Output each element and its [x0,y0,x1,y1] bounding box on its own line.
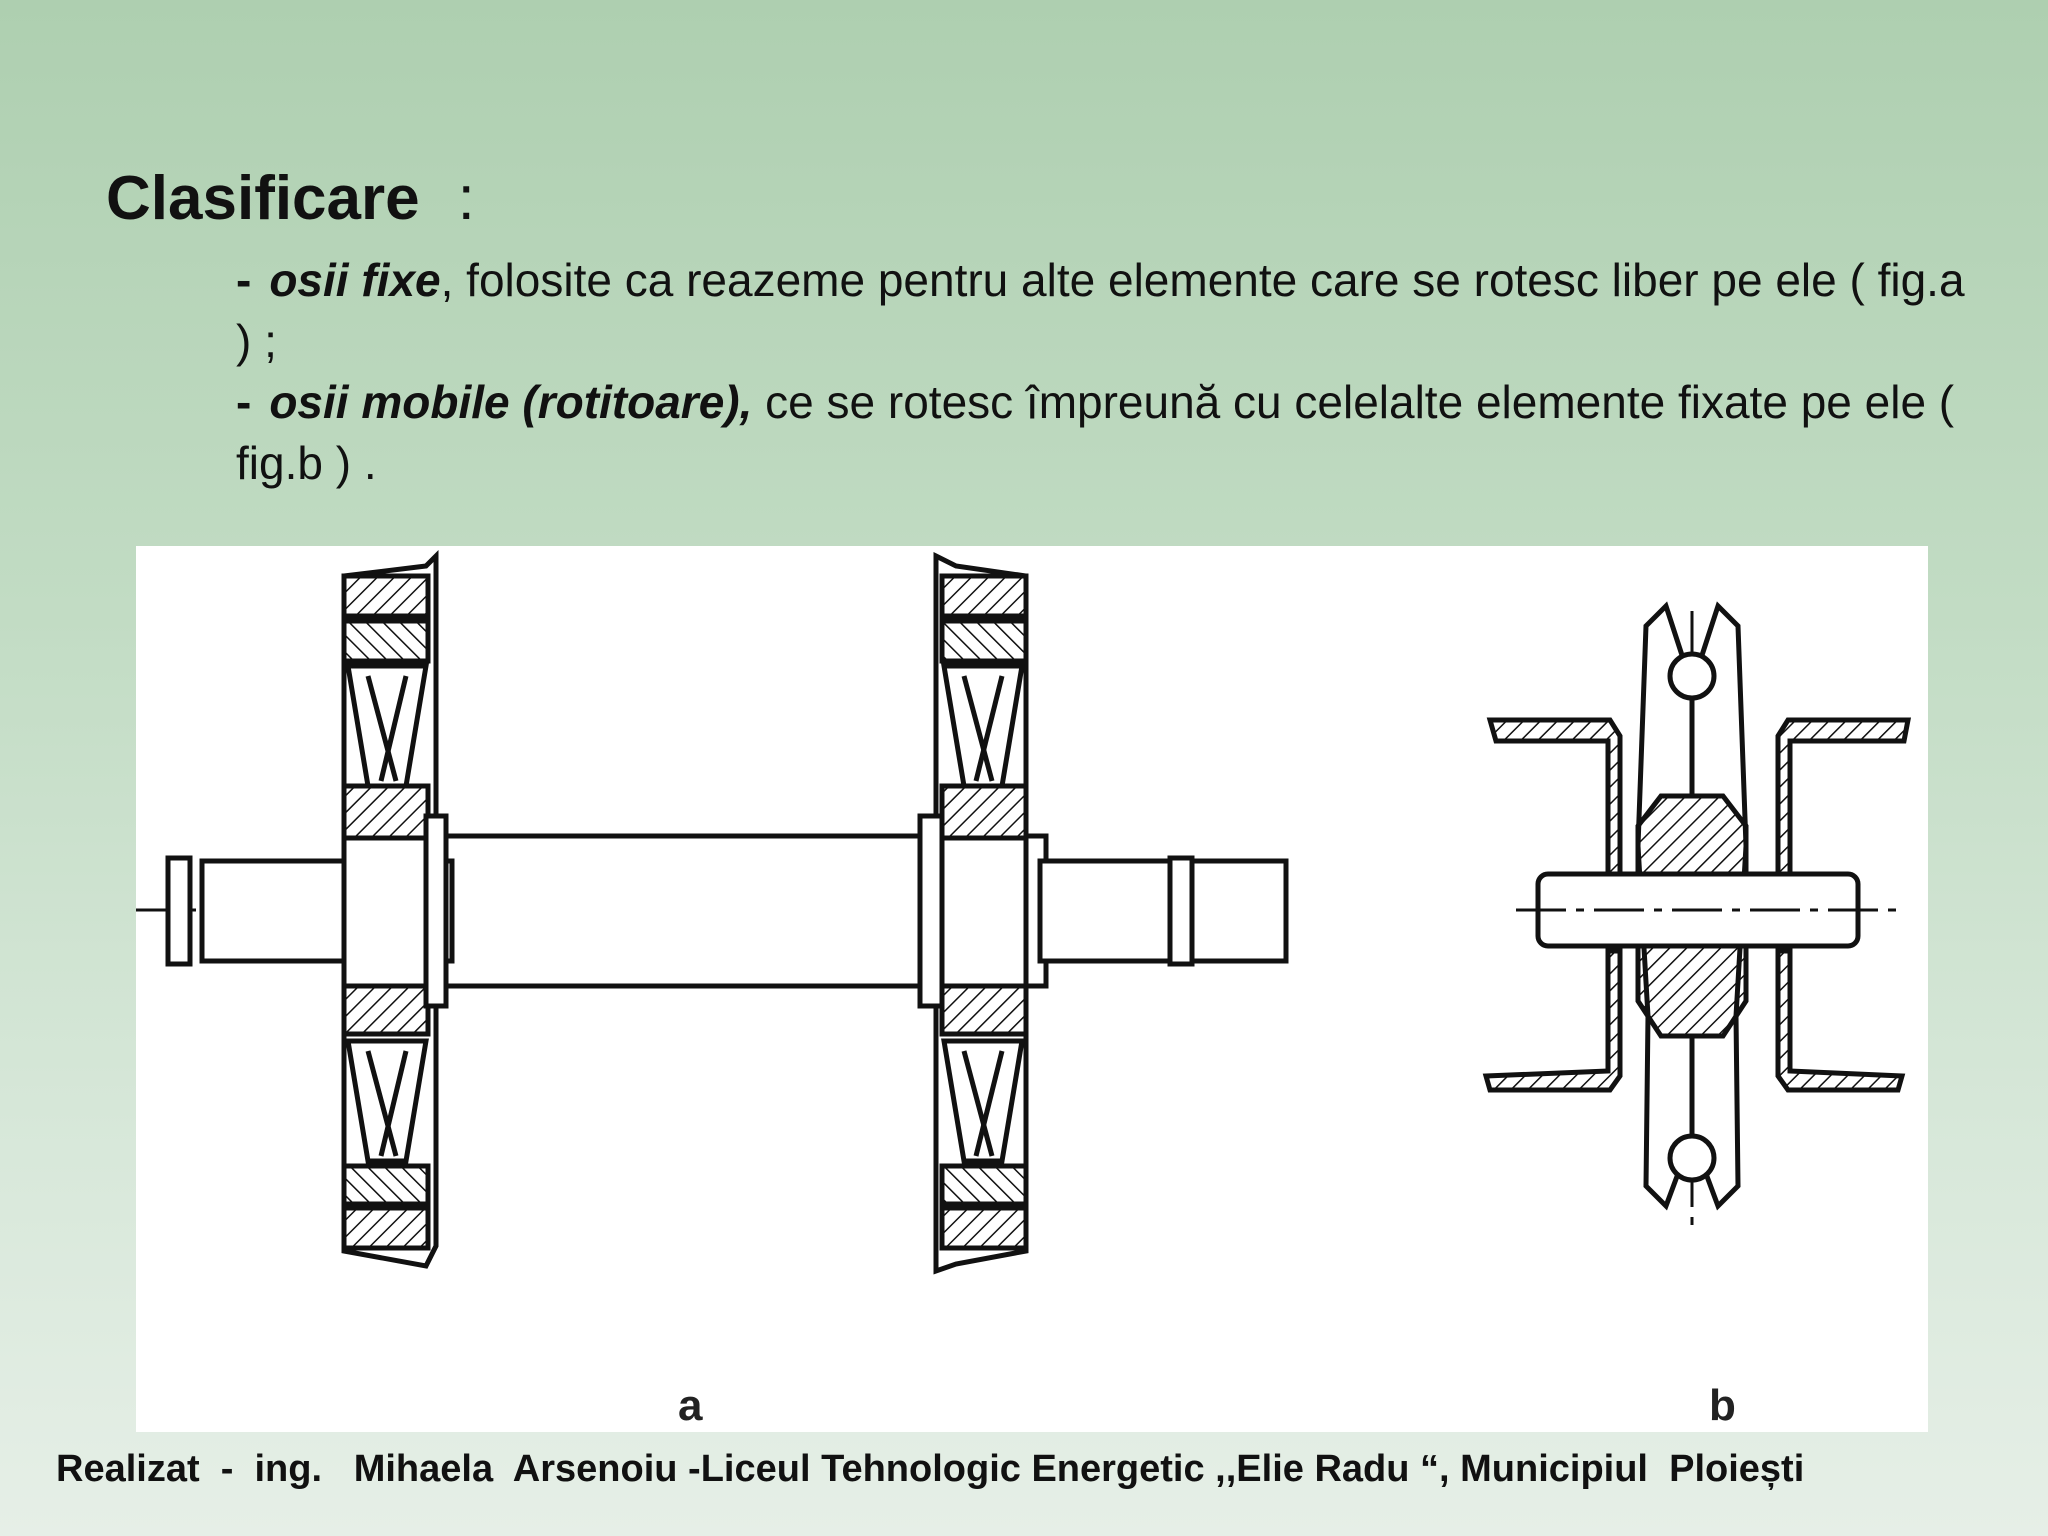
term-mobile-axles: osii mobile (rotitoare), [269,376,753,428]
list-dash: - [236,254,252,306]
list-item-mobile-axles [106,372,1966,494]
term-fixed-axles: osii fixe [269,254,441,306]
classification-list [106,250,1966,494]
list-dash: - [236,376,252,428]
technical-drawing [136,546,1928,1432]
title-text: Clasificare [106,164,420,233]
slide-title [106,164,475,233]
author-footer: Realizat - ing. Mihaela Arsenoiu -Liceul Tehnologic Energetic ,,Elie Radu “, Municipiul Ploiești [56,1448,1805,1490]
title-colon: : [457,164,475,233]
wheel-right [920,556,1026,1271]
description-mobile-axles: ce se rotesc împreună cu celelalte elemente fixate pe ele ( fig.b ) . [236,376,1955,489]
description-fixed-axles: , folosite ca reazeme pentru alte elemente care se rotesc liber pe ele ( fig.a ) ; [236,254,1965,367]
figure-b-drawing [1486,606,1908,1226]
figure-label-b: b [1709,1381,1736,1430]
list-item-fixed-axles [106,250,1966,372]
axle-drawings-figure [136,546,1928,1432]
figure-a-drawing [136,556,1286,1271]
wheel-left [344,556,446,1266]
figure-label-a: a [678,1381,703,1430]
